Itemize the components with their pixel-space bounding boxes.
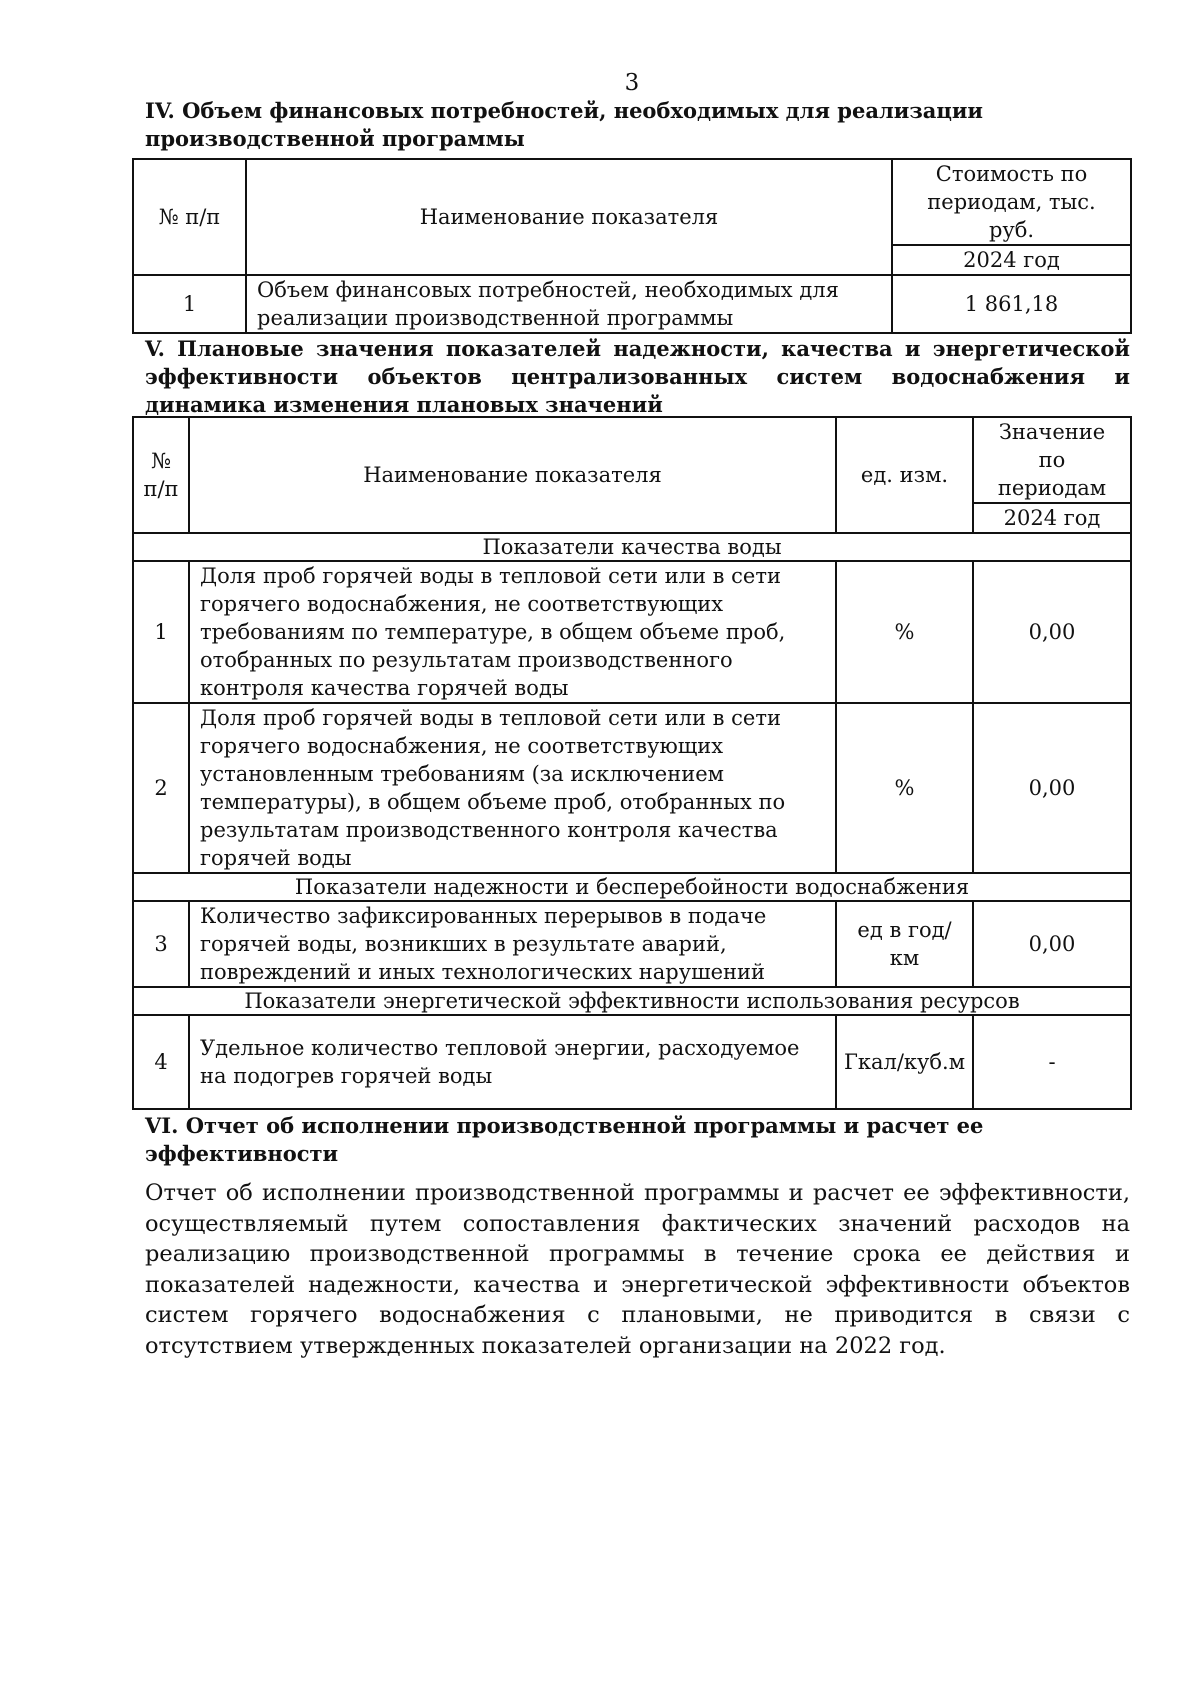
section-6-title: VI. Отчет об исполнении производственной программы и расчет ее эффективности bbox=[145, 1113, 984, 1166]
row-name: Доля проб горячей воды в тепловой сети или в сети горячего водоснабжения, не соответствующих требованиям по температуре, в общем объеме проб, отобранных по результатам производственного контроля качества горячей воды bbox=[189, 561, 836, 703]
row-unit: ед в год/ км bbox=[836, 901, 973, 987]
group-row bbox=[133, 987, 1131, 1015]
page-number: 3 bbox=[624, 70, 640, 96]
section-4-title: IV. Объем финансовых потребностей, необходимых для реализации производственной программы bbox=[145, 98, 984, 151]
row-num: 4 bbox=[133, 1015, 189, 1109]
section-5-title: V. Плановые значения показателей надежности, качества и энергетической эффективности объектов централизованных систем водоснабжения и динамика изменения плановых значений bbox=[145, 336, 1130, 417]
table-row bbox=[133, 703, 1131, 873]
header-year: 2024 год bbox=[892, 245, 1131, 275]
row-num: 2 bbox=[133, 703, 189, 873]
header-name: Наименование показателя bbox=[189, 417, 836, 533]
row-value: - bbox=[973, 1015, 1131, 1109]
financial-needs-table bbox=[132, 158, 1132, 334]
table-row bbox=[133, 901, 1131, 987]
group-row bbox=[133, 873, 1131, 901]
group-row bbox=[133, 533, 1131, 561]
group-title-energy: Показатели энергетической эффективности использования ресурсов bbox=[133, 987, 1131, 1015]
header-unit: ед. изм. bbox=[836, 417, 973, 533]
row-value: 1 861,18 bbox=[892, 275, 1131, 333]
table-row bbox=[133, 561, 1131, 703]
row-value: 0,00 bbox=[973, 561, 1131, 703]
row-value: 0,00 bbox=[973, 901, 1131, 987]
group-title-reliability: Показатели надежности и бесперебойности водоснабжения bbox=[133, 873, 1131, 901]
row-value: 0,00 bbox=[973, 703, 1131, 873]
indicators-table bbox=[132, 416, 1132, 1110]
row-name: Объем финансовых потребностей, необходимых для реализации производственной программы bbox=[246, 275, 892, 333]
row-name: Количество зафиксированных перерывов в подаче горячей воды, возникших в результате аварий, повреждений и иных технологических нарушений bbox=[189, 901, 836, 987]
header-num: № п/п bbox=[133, 159, 246, 275]
row-num: 3 bbox=[133, 901, 189, 987]
row-name: Доля проб горячей воды в тепловой сети или в сети горячего водоснабжения, не соответствующих установленным требованиям (за исключением температуры), в общем объеме проб, отобранных по результатам производственного контроля качества горячей воды bbox=[189, 703, 836, 873]
header-name: Наименование показателя bbox=[246, 159, 892, 275]
header-year: 2024 год bbox=[973, 503, 1131, 533]
row-unit: % bbox=[836, 561, 973, 703]
table-row bbox=[133, 275, 1131, 333]
row-unit: Гкал/куб.м bbox=[836, 1015, 973, 1109]
row-unit: % bbox=[836, 703, 973, 873]
header-num: № п/п bbox=[133, 417, 189, 533]
header-value: Значение по периодам bbox=[973, 417, 1131, 503]
row-name: Удельное количество тепловой энергии, расходуемое на подогрев горячей воды bbox=[189, 1015, 836, 1109]
row-num: 1 bbox=[133, 275, 246, 333]
table-row bbox=[133, 1015, 1131, 1109]
group-title-quality: Показатели качества воды bbox=[133, 533, 1131, 561]
header-cost: Стоимость по периодам, тыс. руб. bbox=[892, 159, 1131, 245]
row-num: 1 bbox=[133, 561, 189, 703]
section-6-paragraph: Отчет об исполнении производственной программы и расчет ее эффективности, осуществляемый путем сопоставления фактических значений расходов на реализацию производственной программы в течение срока ее действия и показателей надежности, качества и энергетической эффективности объектов систем горячего водоснабжения с плановыми, не приводится в связи с отсутствием утвержденных показателей организации на 2022 год. bbox=[145, 1180, 1130, 1359]
